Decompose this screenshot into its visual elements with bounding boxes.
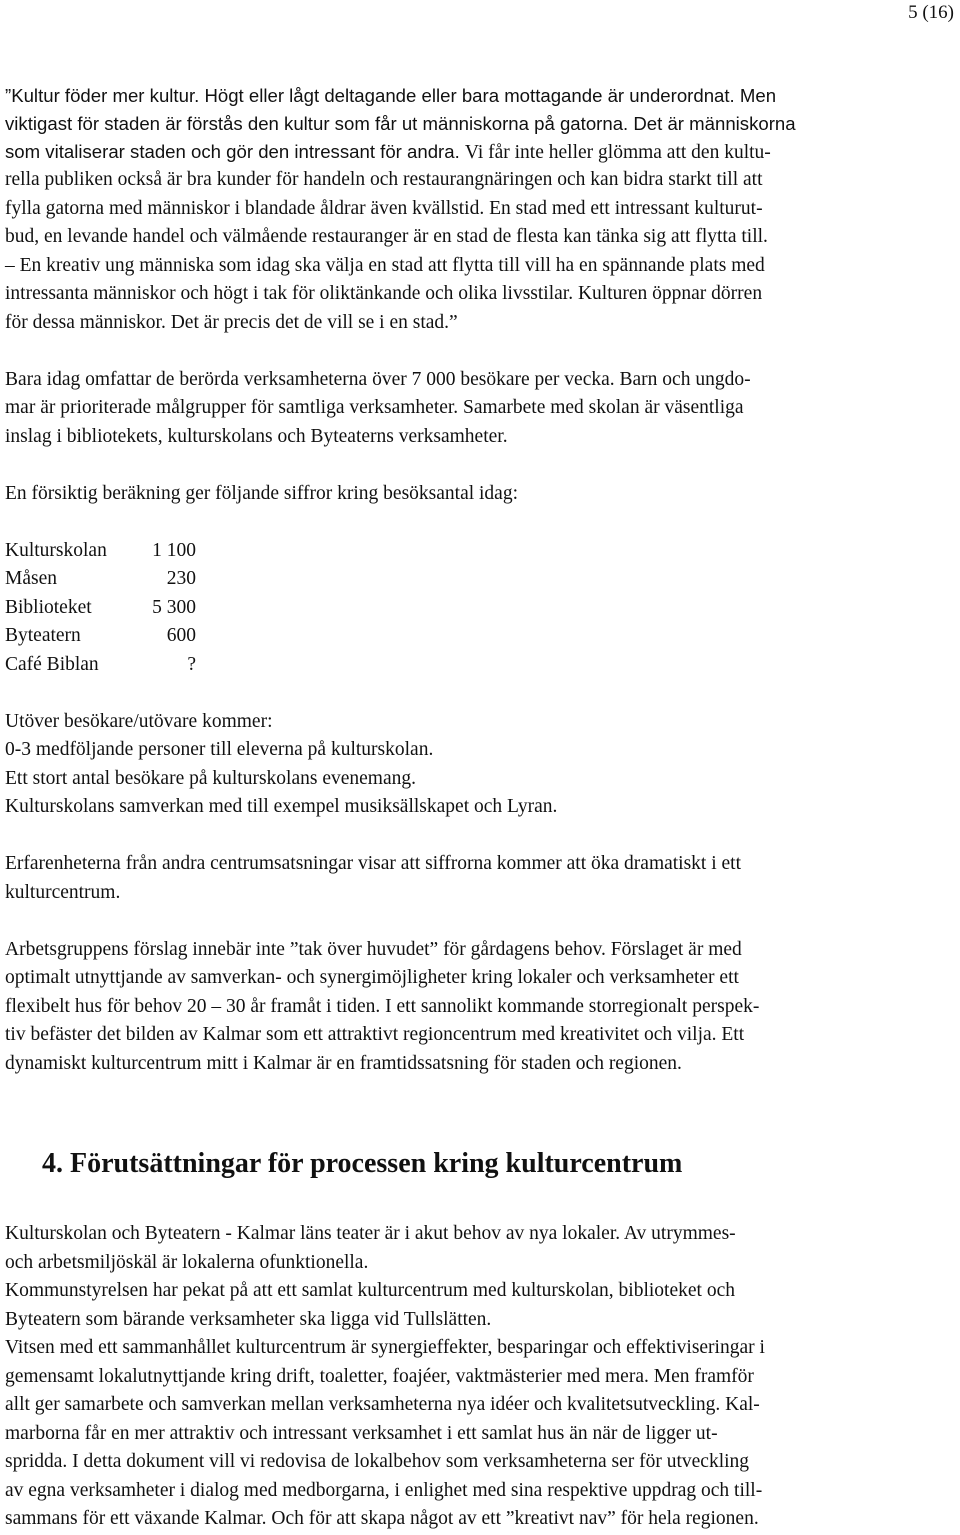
visitor-count-value: ?: [187, 654, 196, 675]
visitor-count-row: [5, 565, 196, 593]
visitors-line: Bara idag omfattar de berörda verksamheterna över 7 000 besökare per vecka. Barn och ungdo-: [5, 369, 751, 390]
visitor-count-name: Måsen: [5, 568, 57, 589]
section-line: Byteatern som bärande verksamheter ska ligga vid Tullslätten.: [5, 1309, 492, 1330]
section-line: sammans för ett växande Kalmar. Och för att skapa något av ett ”kreativt nav” för hela regionen.: [5, 1508, 759, 1529]
visitor-count-value: 230: [166, 568, 196, 589]
proposal-line: Arbetsgruppens förslag innebär inte ”tak över huvudet” för gårdagens behov. Förslaget är med: [5, 939, 742, 960]
proposal-line: dynamiskt kulturcentrum mitt i Kalmar är en framtidssatsning för staden och regionen.: [5, 1053, 682, 1074]
proposal-line: optimalt utnyttjande av samverkan- och synergimöjligheter kring lokaler och verksamheter ett: [5, 967, 739, 988]
visitor-count-row: [5, 651, 196, 679]
visitor-count-name: Café Biblan: [5, 654, 99, 675]
additional-visitors-line: Utöver besökare/utövare kommer:: [5, 711, 273, 732]
page-number: 5 (16): [908, 2, 954, 23]
visitor-count-value: 5 300: [152, 597, 196, 618]
experience-line: kulturcentrum.: [5, 882, 121, 903]
section-heading: 4. Förutsättningar för processen kring kulturcentrum: [42, 1148, 683, 1179]
additional-visitors-line: 0-3 medföljande personer till eleverna på kulturskolan.: [5, 739, 434, 760]
section-line: Kulturskolan och Byteatern - Kalmar läns teater är i akut behov av nya lokaler. Av utrymmes-: [5, 1223, 736, 1244]
section-line: spridda. I detta dokument vill vi redovisa de lokalbehov som verksamheterna ser för utveckling: [5, 1451, 750, 1472]
intro-line: rella publiken också är bra kunder för handeln och restaurangnäringen och kan bidra starkt till att: [5, 169, 763, 190]
section-line: marborna får en mer attraktiv och intressant verksamhet i ett samlat hus än när de ligger ut-: [5, 1423, 718, 1444]
visitor-count-value: 1 100: [152, 540, 196, 561]
visitor-count-name: Biblioteket: [5, 597, 92, 618]
section-line: och arbetsmiljöskäl är lokalerna ofunktionella.: [5, 1252, 369, 1273]
visitor-count-row: [5, 594, 196, 622]
visitor-count-row: [5, 537, 196, 565]
experience-line: Erfarenheterna från andra centrumsatsningar visar att siffrorna kommer att öka dramatiskt i ett: [5, 853, 742, 874]
intro-line: – En kreativ ung människa som idag ska välja en stad att flytta till vill ha en spännande plats med: [5, 255, 765, 276]
intro-line: intressanta människor och högt i tak för oliktänkande och olika livsstilar. Kulturen öppnar dörren: [5, 283, 763, 304]
section-line: av egna verksamheter i dialog med medborgarna, i enlighet med sina respektive uppdrag och till-: [5, 1480, 763, 1501]
additional-visitors-line: Ett stort antal besökare på kulturskolans evenemang.: [5, 768, 417, 789]
intro-segment: som vitaliserar staden och gör den intressant för andra.: [5, 141, 465, 162]
section-line: gemensamt lokalutnyttjande kring drift, toaletter, foajéer, vaktmästerier med mera. Men framför: [5, 1366, 754, 1387]
proposal-line: flexibelt hus för behov 20 – 30 år framåt i tiden. I ett sannolikt kommande storregionalt perspek-: [5, 996, 760, 1017]
intro-line: bud, en levande handel och välmående restauranger är en stad de flesta kan tänka sig att flytta till.: [5, 226, 768, 247]
visitor-count-row: [5, 622, 196, 650]
intro-line: för dessa människor. Det är precis det de vill se i en stad.”: [5, 312, 458, 333]
visitor-count-name: Kulturskolan: [5, 540, 107, 561]
intro-line: fylla gatorna med människor i blandade åldrar även kvällstid. En stad med ett intressant kulturut-: [5, 198, 763, 219]
visitors-line: inslag i bibliotekets, kulturskolans och Byteaterns verksamheter.: [5, 426, 508, 447]
proposal-line: tiv befäster det bilden av Kalmar som ett attraktivt regioncentrum med kreativitet och vilja. Ett: [5, 1024, 745, 1045]
intro-segment: Vi får inte heller glömma att den kultu-: [464, 142, 771, 163]
intro-line: viktigast för staden är förstås den kultur som får ut människorna på gatorna. Det är människorna: [5, 113, 796, 134]
intro-line: ”Kultur föder mer kultur. Högt eller lågt deltagande eller bara mottagande är underordnat. Men: [5, 85, 777, 106]
section-line: allt ger samarbete och samverkan mellan verksamheterna nya idéer och kvalitetsutveckling. Kal-: [5, 1394, 760, 1415]
intro-line: [5, 138, 771, 167]
visitor-count-value: 600: [166, 625, 196, 646]
calculation-intro: En försiktig beräkning ger följande siffror kring besöksantal idag:: [5, 483, 519, 504]
additional-visitors-line: Kulturskolans samverkan med till exempel musiksällskapet och Lyran.: [5, 796, 558, 817]
section-line: Kommunstyrelsen har pekat på att ett samlat kulturcentrum med kulturskolan, biblioteket och: [5, 1280, 735, 1301]
section-line: Vitsen med ett sammanhållet kulturcentrum är synergieffekter, besparingar och effektiviseringar i: [5, 1337, 765, 1358]
visitor-count-name: Byteatern: [5, 625, 81, 646]
visitors-line: mar är prioriterade målgrupper för samtliga verksamheter. Samarbete med skolan är väsentliga: [5, 397, 744, 418]
